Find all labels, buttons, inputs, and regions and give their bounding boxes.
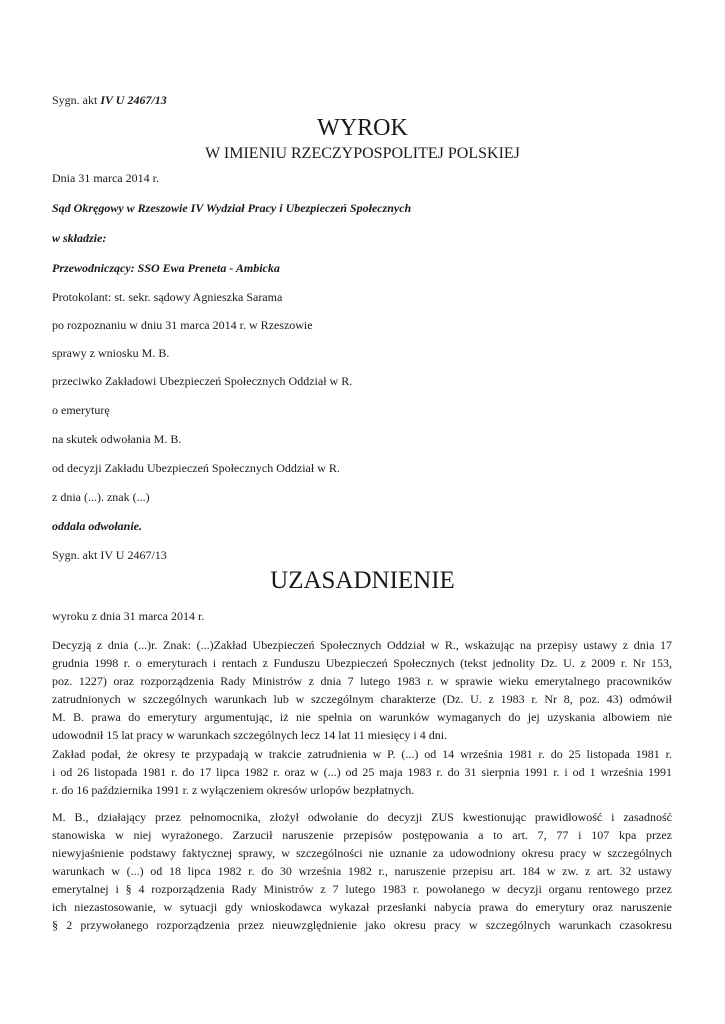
appeal-info: na skutek odwołania M. B. (52, 432, 182, 446)
case-subject: o emeryturę (52, 403, 110, 417)
justification-paragraph-3 (52, 808, 672, 934)
paragraph-line: Zakład podał, że okresy te przypadają w trakcie zatrudnienia w P. (...) od 14 września 1981 r. do 25 listopada 1981 r. (52, 747, 672, 761)
court-name: Sąd Okręgowy w Rzeszowie IV Wydział Pracy i Ubezpieczeń Społecznych (52, 201, 412, 215)
paragraph-line: grudnia 1998 r. o emeryturach i rentach z Funduszu Ubezpieczeń Społecznych (tekst jednolity Dz. U. z 2009 r. Nr 153, (52, 656, 672, 670)
paragraph-line: zatrudnionych w szczególnych warunkach lub w szczególnym charakterze (Dz. U. z 1983 r. Nr 8, poz. 43) odmówił (52, 692, 672, 706)
paragraph-line: udowodnił 15 lat pracy w warunkach szczególnych lecz 14 lat 11 miesięcy i 4 dni. (52, 728, 448, 742)
paragraph-line: stanowiska w niej wyrażonego. Zarzucił naruszenie przepisów postępowania a to art. 7, 77 i 107 kpa przez (52, 828, 672, 842)
case-signature-prefix: Sygn. akt (52, 93, 98, 107)
justification-subtitle: wyroku z dnia 31 marca 2014 r. (52, 609, 205, 623)
paragraph-line: emerytalnej i § 4 rozporządzenia Rady Ministrów z 7 lutego 1983 r. powołanego w decyzji organu rentowego przez (52, 882, 672, 896)
paragraph-line: § 2 przywołanego rozporządzenia przez nieuwzględnienie jako okresu pracy w szczególnych warunkach czasokresu (52, 918, 672, 932)
justification-paragraph-1 (52, 636, 672, 744)
presiding-judge: Przewodniczący: SSO Ewa Preneta - Ambicka (52, 261, 280, 275)
case-respondent: przeciwko Zakładowi Ubezpieczeń Społecznych Oddział w R. (52, 374, 353, 388)
decision-source: od decyzji Zakładu Ubezpieczeń Społecznych Oddział w R. (52, 461, 340, 475)
case-signature-number: IV U 2467/13 (100, 93, 167, 107)
case-signature (52, 93, 167, 107)
case-applicant: sprawy z wniosku M. B. (52, 346, 170, 360)
composition-label: w składzie: (52, 231, 107, 245)
paragraph-line: M. B. prawa do emerytury argumentując, iż nie spełnia on warunków wymaganych do jej uzyskania albowiem nie (52, 710, 672, 724)
paragraph-line: warunkach w (...) od 18 lipca 1982 r. do 30 września 1982 r., naruszenie przepisu art. 184 w zw. z art. 32 ustawy (52, 864, 672, 878)
decision-date: z dnia (...). znak (...) (52, 490, 150, 504)
justification-paragraph-2 (52, 745, 672, 799)
verdict: oddala odwołanie. (52, 519, 143, 533)
paragraph-line: poz. 1227) oraz rozporządzenia Rady Ministrów z dnia 7 lutego 1983 r. w sprawie wieku emerytalnego pracowników (52, 674, 672, 688)
paragraph-line: r. do 16 października 1991 r. z wyłączeniem okresów urlopów bezpłatnych. (52, 783, 415, 797)
judgment-title: WYROK (317, 115, 408, 141)
paragraph-line: M. B., działający przez pełnomocnika, złożył odwołanie do decyzji ZUS kwestionując prawidłowość i zasadność (52, 810, 672, 824)
court-clerk: Protokolant: st. sekr. sądowy Agnieszka Sarama (52, 290, 283, 304)
justification-signature: Sygn. akt IV U 2467/13 (52, 548, 167, 562)
paragraph-line: ich niezastosowanie, w sytuacji gdy wnioskodawca wykazał przesłanki nabycia prawa do emerytury oraz naruszenie (52, 900, 672, 914)
hearing-info: po rozpoznaniu w dniu 31 marca 2014 r. w Rzeszowie (52, 318, 313, 332)
paragraph-line: Decyzją z dnia (...)r. Znak: (...)Zakład Ubezpieczeń Społecznych Oddział w R., wskazując na przepisy ustawy z dnia 17 (52, 638, 672, 652)
paragraph-line: niewyjaśnienie podstawy faktycznej sprawy, w szczególności nie uznanie za udowodniony okresu pracy w szczególnych (52, 846, 672, 860)
judgment-date: Dnia 31 marca 2014 r. (52, 171, 159, 185)
judgment-subtitle: W IMIENIU RZECZYPOSPOLITEJ POLSKIEJ (205, 145, 520, 162)
justification-title: UZASADNIENIE (270, 567, 455, 594)
paragraph-line: i od 26 listopada 1981 r. do 17 lipca 1982 r. oraz w (...) od 25 maja 1983 r. do 31 sierpnia 1991 r. i od 1 września 1991 (52, 765, 672, 779)
